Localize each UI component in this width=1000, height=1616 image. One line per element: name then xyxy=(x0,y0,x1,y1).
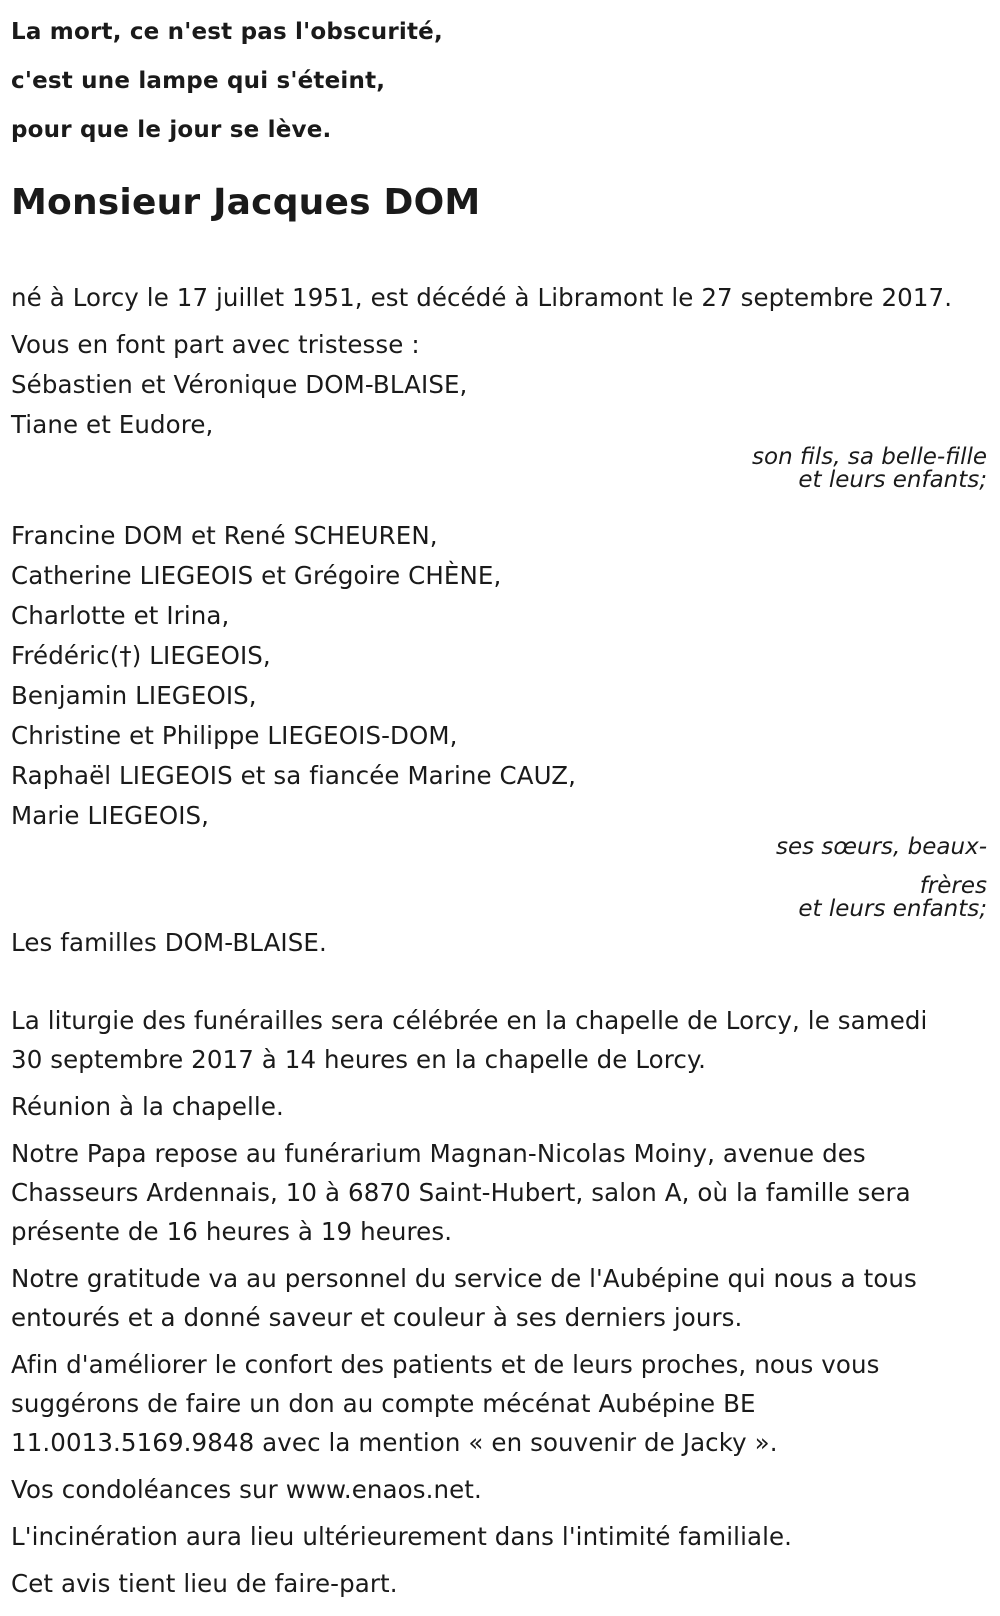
donation-paragraph xyxy=(11,1345,991,1462)
notice-paragraph: Cet avis tient lieu de faire-part. xyxy=(11,1569,398,1598)
family-member-line: Francine DOM et René SCHEUREN, xyxy=(11,521,438,550)
gratitude-paragraph xyxy=(11,1259,991,1337)
family-member-line: Benjamin LIEGEOIS, xyxy=(11,681,257,710)
deceased-name-title: Monsieur Jacques DOM xyxy=(11,182,481,223)
poem xyxy=(11,8,991,155)
relation-line: ses sœurs, beaux- xyxy=(775,834,987,860)
family-member-line: Marie LIEGEOIS, xyxy=(11,801,210,830)
paragraph-line: 30 septembre 2017 à 14 heures en la chapelle de Lorcy. xyxy=(11,1045,706,1074)
relation-line: son fils, sa belle-fille xyxy=(752,444,987,470)
paragraph-line: entourés et a donné saveur et couleur à ses derniers jours. xyxy=(11,1303,743,1332)
paragraph-line: 11.0013.5169.9848 avec la mention « en souvenir de Jacky ». xyxy=(11,1428,778,1457)
paragraph-line: suggérons de faire un don au compte mécénat Aubépine BE xyxy=(11,1389,756,1418)
condolences-paragraph: Vos condoléances sur www.enaos.net. xyxy=(11,1475,482,1504)
paragraph-line: La liturgie des funérailles sera célébrée en la chapelle de Lorcy, le samedi xyxy=(11,1006,928,1035)
announcement-intro: Vous en font part avec tristesse : xyxy=(11,330,420,359)
relation-label-children xyxy=(11,446,991,492)
family-member-line: Charlotte et Irina, xyxy=(11,601,230,630)
incineration-paragraph: L'incinération aura lieu ultérieurement dans l'intimité familiale. xyxy=(11,1522,793,1551)
family-member-line: Frédéric(†) LIEGEOIS, xyxy=(11,641,271,670)
poem-line: c'est une lampe qui s'éteint, xyxy=(11,68,386,94)
siblings-section xyxy=(11,516,991,836)
poem-line: pour que le jour se lève. xyxy=(11,117,332,143)
family-member-line: Sébastien et Véronique DOM-BLAISE, xyxy=(11,370,468,399)
family-member-line: Catherine LIEGEOIS et Grégoire CHÈNE, xyxy=(11,561,502,590)
relation-line: et leurs enfants; xyxy=(798,896,987,922)
family-member-line: Tiane et Eudore, xyxy=(11,410,214,439)
liturgy-paragraph xyxy=(11,1001,991,1079)
funerarium-paragraph xyxy=(11,1134,991,1251)
poem-line: La mort, ce n'est pas l'obscurité, xyxy=(11,19,443,45)
relation-label-siblings xyxy=(11,836,991,921)
paragraph-line: Notre Papa repose au funérarium Magnan-Nicolas Moiny, avenue des xyxy=(11,1139,866,1168)
paragraph-line: Chasseurs Ardennais, 10 à 6870 Saint-Hubert, salon A, où la famille sera xyxy=(11,1178,911,1207)
relation-line: frères xyxy=(919,873,987,899)
paragraph-line: Notre gratitude va au personnel du service de l'Aubépine qui nous a tous xyxy=(11,1264,917,1293)
families-line: Les familles DOM-BLAISE. xyxy=(11,928,327,957)
family-member-line: Christine et Philippe LIEGEOIS-DOM, xyxy=(11,721,458,750)
obituary-notice xyxy=(11,0,991,1603)
paragraph-line: Afin d'améliorer le confort des patients et de leurs proches, nous vous xyxy=(11,1350,880,1379)
birth-death-statement: né à Lorcy le 17 juillet 1951, est décédé à Libramont le 27 septembre 2017. xyxy=(11,283,953,312)
announcement-section xyxy=(11,325,991,445)
paragraph-line: présente de 16 heures à 19 heures. xyxy=(11,1217,453,1246)
reunion-paragraph: Réunion à la chapelle. xyxy=(11,1092,284,1121)
relation-line: et leurs enfants; xyxy=(798,467,987,493)
family-member-line: Raphaël LIEGEOIS et sa fiancée Marine CAUZ, xyxy=(11,761,577,790)
